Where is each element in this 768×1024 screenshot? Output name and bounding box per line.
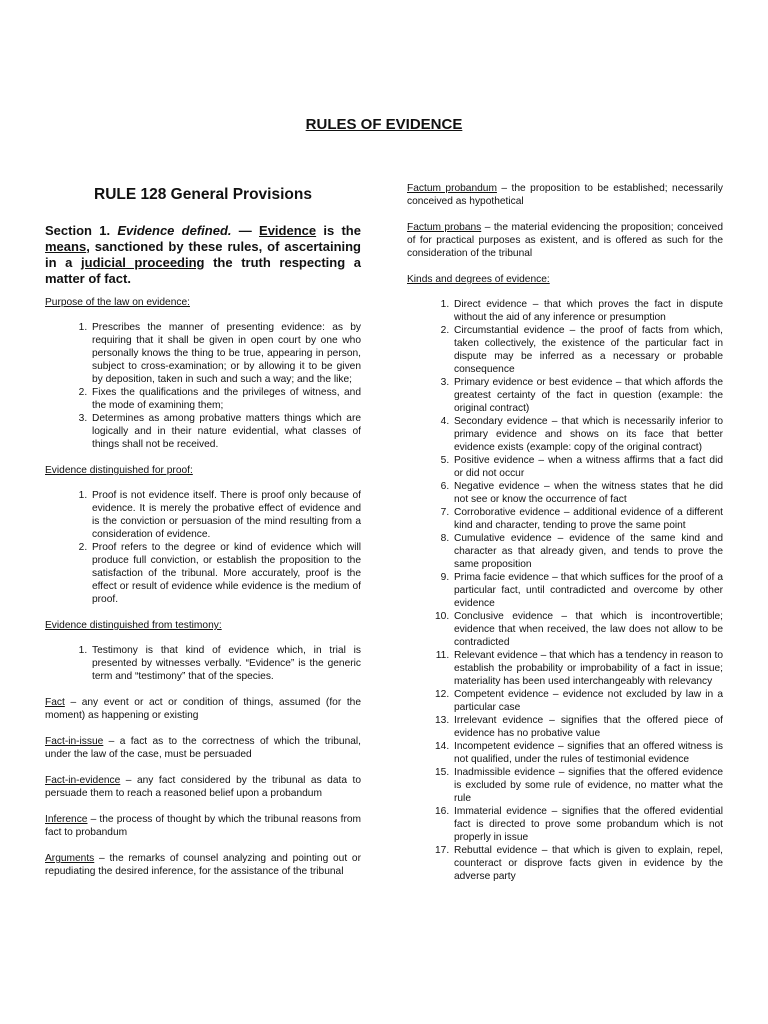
definition-factum-probandum	[407, 182, 723, 208]
list-item: 15. Inadmissible evidence – signifies that the offered evidence is excluded by some rule of evidence, no matter what the rule	[452, 766, 723, 805]
definition-text: – any fact considered by the tribunal as data to persuade them to reach a reasoned belief upon a probandum	[45, 775, 361, 799]
list-item: 6. Negative evidence – when the witness states that he did not see or know the occurrence of fact	[452, 480, 723, 506]
testimony-heading	[45, 619, 361, 632]
definition-fact-in-issue	[45, 735, 361, 761]
section-text-1: is the	[316, 223, 361, 238]
list-item: 3. Primary evidence or best evidence – that which affords the greatest certainty of the fact in question (example: the original contract)	[452, 376, 723, 415]
term-means: means	[45, 239, 87, 254]
list-item: 13. Irrelevant evidence – signifies that the offered piece of evidence has no probative value	[452, 714, 723, 740]
list-item: 2. Fixes the qualifications and the privileges of witness, and the mode of examining them;	[90, 386, 361, 412]
definition-term: Factum probans	[407, 222, 482, 233]
definition-text: – the process of thought by which the tribunal reasons from fact to probandum	[45, 814, 361, 838]
rule-heading: RULE 128 General Provisions	[94, 186, 312, 203]
definition-term: Fact-in-issue	[45, 736, 104, 747]
section-italic-title: Evidence defined.	[117, 223, 232, 238]
definition-fact-in-evidence	[45, 774, 361, 800]
left-column	[45, 182, 361, 891]
definition-term: Fact	[45, 697, 65, 708]
term-evidence: Evidence	[259, 223, 317, 238]
list-item: 11. Relevant evidence – that which has a tendency in reason to establish the probability or improbability of a fact in issue; materiality has been used interchangeably with relevancy	[452, 649, 723, 688]
list-item: 16. Immaterial evidence – signifies that the offered evidential fact is directed to prove some probandum which is not properly in issue	[452, 805, 723, 844]
proof-list	[45, 489, 361, 606]
definition-text: – the remarks of counsel analyzing and pointing out or repudiating the desired inference, for the assistance of the tribunal	[45, 853, 361, 877]
list-item: 9. Prima facie evidence – that which suffices for the proof of a particular fact, until contradicted and overcome by other evidence	[452, 571, 723, 610]
definition-text: – any event or act or condition of things, assumed (for the moment) as happening or existing	[45, 697, 361, 721]
purpose-heading	[45, 296, 361, 309]
list-item: 1. Direct evidence – that which proves the fact in dispute without the aid of any inference or presumption	[452, 298, 723, 324]
section-dash: —	[231, 223, 260, 238]
definition-factum-probans	[407, 221, 723, 260]
definition-term: Factum probandum	[407, 183, 497, 194]
definition-text: – the material evidencing the proposition; conceived of for practical purposes as existent, and is offered as such for the consideration of the tribunal	[407, 222, 723, 259]
testimony-list	[45, 644, 361, 683]
kinds-heading-text: Kinds and degrees of evidence:	[407, 274, 550, 285]
list-item: 8. Cumulative evidence – evidence of the same kind and character as that already given, and tends to prove the same proposition	[452, 532, 723, 571]
list-item: 14. Incompetent evidence – signifies that an offered witness is not qualified, under the rules of testimonial evidence	[452, 740, 723, 766]
proof-heading-text: Evidence distinguished for proof:	[45, 465, 193, 476]
list-item: 2. Circumstantial evidence – the proof of facts from which, taken collectively, the existence of the particular fact in dispute may be inferred as a necessary or probable consequence	[452, 324, 723, 376]
document-title: RULES OF EVIDENCE	[305, 116, 463, 133]
testimony-heading-text: Evidence distinguished from testimony:	[45, 620, 222, 631]
definition-text: – the proposition to be established; necessarily conceived as hypothetical	[407, 183, 723, 207]
list-item: 1. Proof is not evidence itself. There is proof only because of evidence. It is merely the probative effect of evidence and is the conviction or persuasion of the mind resulting from a consideration of evidence.	[90, 489, 361, 541]
list-item: 12. Competent evidence – evidence not excluded by law in a particular case	[452, 688, 723, 714]
kinds-list	[407, 298, 723, 883]
section-text-2: , sanctioned by these rules, of ascertaining in a	[45, 239, 361, 270]
list-item: 1. Testimony is that kind of evidence which, in trial is presented by witnesses verbally. “Evidence” is the generic term and “testimony” that of the species.	[90, 644, 361, 683]
list-item: 10. Conclusive evidence – that which is incontrovertible; evidence that when received, the law does not allow to be contradicted	[452, 610, 723, 649]
list-item: 2. Proof refers to the degree or kind of evidence which will produce full conviction, or establish the proposition to the satisfaction of the tribunal. More accurately, proof is the effect or result of evidence while evidence is the medium of proof.	[90, 541, 361, 606]
list-item: 17. Rebuttal evidence – that which is given to explain, repel, counteract or disprove facts given in evidence by the adverse party	[452, 844, 723, 883]
section-1-heading	[45, 223, 361, 287]
list-item: 4. Secondary evidence – that which is necessarily inferior to primary evidence and shows on its face that better evidence exists (example: copy of the original contract)	[452, 415, 723, 454]
definition-fact	[45, 696, 361, 722]
list-item: 5. Positive evidence – when a witness affirms that a fact did or did not occur	[452, 454, 723, 480]
list-item: 7. Corroborative evidence – additional evidence of a different kind and character, tending to prove the same point	[452, 506, 723, 532]
definition-text: – a fact as to the correctness of which the tribunal, under the law of the case, must be persuaded	[45, 736, 361, 760]
list-item: 3. Determines as among probative matters things which are logically and in their nature evidential, what classes of things shall not be received.	[90, 412, 361, 451]
definition-arguments	[45, 852, 361, 878]
definition-term: Fact-in-evidence	[45, 775, 121, 786]
term-judicial-proceeding: judicial proceeding	[81, 255, 205, 270]
purpose-heading-text: Purpose of the law on evidence:	[45, 297, 190, 308]
definition-inference	[45, 813, 361, 839]
list-item: 1. Prescribes the manner of presenting evidence: as by requiring that it shall be given in open court by one who personally knows the thing to be true, appearing in person, subject to cross-examination; or by allowing it to be given by deposition, taken in such and such a way; and the like;	[90, 321, 361, 386]
section-label: Section 1.	[45, 223, 111, 238]
kinds-heading	[407, 273, 723, 286]
definition-term: Inference	[45, 814, 88, 825]
right-column	[407, 182, 723, 896]
proof-heading	[45, 464, 361, 477]
definition-term: Arguments	[45, 853, 95, 864]
purpose-list	[45, 321, 361, 451]
section-text-3: the truth respecting a matter of fact.	[45, 255, 361, 286]
